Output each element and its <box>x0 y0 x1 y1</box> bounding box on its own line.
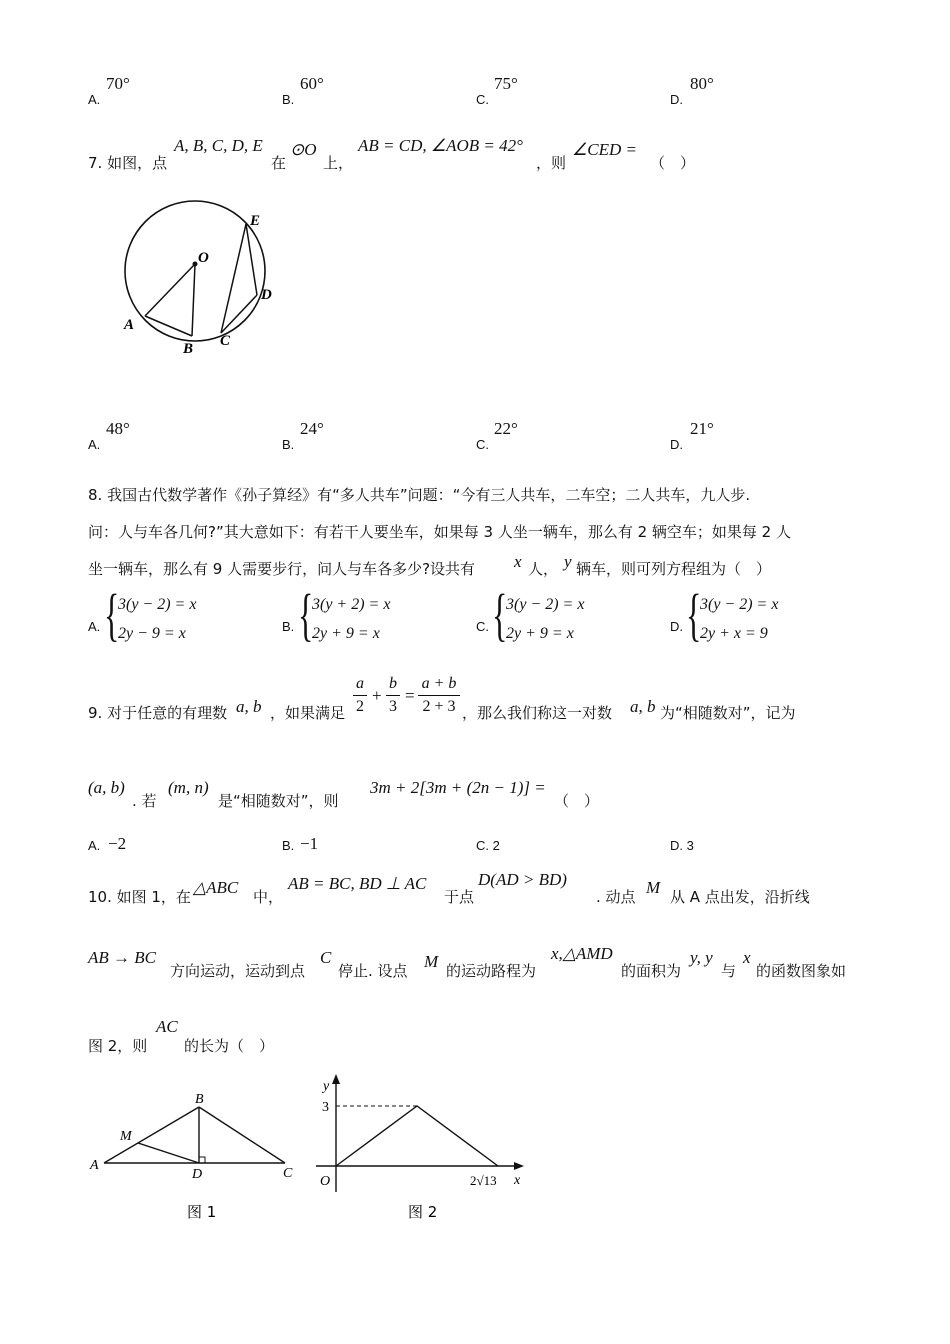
q10-l2b: 停止. 设点 <box>338 962 408 980</box>
segment-ab <box>104 1107 199 1163</box>
q9-mid-1: ，如果满足 <box>270 704 346 722</box>
q10-triangle: △ABC <box>193 878 239 897</box>
q7-on: 在 <box>271 154 287 172</box>
segment-cd <box>221 295 257 333</box>
q10-m: M <box>646 878 661 897</box>
q8-var-y: y <box>564 552 572 571</box>
q9-mid-3: 为“相随数对”，记为 <box>660 704 796 722</box>
q6-option-d-value: 80° <box>690 74 714 93</box>
q6-option-c-label: C. <box>476 92 489 107</box>
label-o: O <box>320 1174 331 1189</box>
q6-option-a-value: 70° <box>106 74 130 93</box>
figure-2-caption: 图 2 <box>408 1203 438 1221</box>
q8-c-eq1: 3(y − 2) = x <box>506 596 585 613</box>
q6-option-b-label: B. <box>282 92 295 107</box>
q8-b-eq2: 2y + 9 = x <box>312 625 380 642</box>
q10-figure-1 <box>86 1085 306 1225</box>
q8-d-eq1: 3(y − 2) = x <box>700 596 779 613</box>
y-axis-arrow <box>332 1074 340 1084</box>
q8-option-b-label: B. <box>282 619 295 634</box>
q9-expression: 3m + 2[3m + (2n − 1)] = <box>370 778 546 797</box>
brace: { <box>492 582 508 647</box>
q7-circle: ⊙O <box>290 140 317 159</box>
q8-option-a-system <box>104 582 244 650</box>
q10-l2e: 与 <box>721 962 737 980</box>
label-a: A <box>90 1158 99 1173</box>
numerator: a <box>356 675 364 692</box>
q10-l3a: 图 2，则 <box>88 1037 148 1055</box>
q9-mid-2: ，那么我们称这一对数 <box>462 704 613 722</box>
q10-yy: y, y <box>690 948 713 967</box>
x-axis-arrow <box>514 1162 524 1170</box>
q7-option-d-label: D. <box>670 437 683 452</box>
brace: { <box>298 582 314 647</box>
q9-prefix: 9. 对于任意的有理数 <box>88 704 228 722</box>
q7-ze: ，则 <box>536 154 567 172</box>
label-c: C <box>220 333 231 349</box>
q10-condition: AB = BC, BD ⊥ AC <box>288 874 427 893</box>
q8-option-a-label: A. <box>88 619 101 634</box>
q7-prefix: 7. 如图，点 <box>88 154 168 172</box>
q10-figure-2 <box>306 1070 536 1230</box>
segment-ec <box>221 224 246 333</box>
q8-a-eq2: 2y − 9 = x <box>118 625 186 642</box>
label-a: A <box>124 317 135 333</box>
brace: { <box>686 582 702 647</box>
q9-shi: 是“相随数对”，则 <box>218 792 339 810</box>
label-o: O <box>198 250 209 266</box>
q7-paren: （ ） <box>650 154 696 172</box>
q8-option-c-system <box>492 582 632 650</box>
q9-pair-ab: (a, b) <box>88 778 125 797</box>
q9-fraction-b-over-3 <box>386 675 400 716</box>
q7-option-b-value: 24° <box>300 419 324 438</box>
q10-l1d: . 动点 <box>596 888 636 906</box>
q8-line-3c: 辆车，则可列方程组为（ ） <box>576 560 772 578</box>
q7-option-d-value: 21° <box>690 419 714 438</box>
q7-condition: AB = CD, ∠AOB = 42° <box>358 136 523 155</box>
q8-a-eq1: 3(y − 2) = x <box>118 596 197 613</box>
q9-option-c: C. 2 <box>476 838 500 853</box>
q6-option-d-label: D. <box>670 92 683 107</box>
q7-option-a-value: 48° <box>106 419 130 438</box>
q9-ruo: . 若 <box>132 792 157 810</box>
right-angle-mark <box>199 1157 205 1163</box>
q8-option-c-label: C. <box>476 619 489 634</box>
brace: { <box>104 582 120 647</box>
q10-x: x <box>743 948 751 967</box>
q6-option-c-value: 75° <box>494 74 518 93</box>
label-d: D <box>192 1167 203 1182</box>
q6-option-b-value: 60° <box>300 74 324 93</box>
q10-l2a: 方向运动，运动到点 <box>170 962 306 980</box>
q10-point-d: D(AD > BD) <box>478 870 567 889</box>
segment-md <box>138 1143 199 1163</box>
q9-option-b-label: B. <box>282 838 295 853</box>
q8-option-b-system <box>298 582 438 650</box>
q8-line-3b: 人， <box>528 560 559 578</box>
q8-option-d-label: D. <box>670 619 683 634</box>
q8-line-1: 8. 我国古代数学著作《孙子算经》有“多人共车”问题：“今有三人共车，二车空；二人共车，九人步. <box>88 486 751 504</box>
label-e: E <box>250 213 261 229</box>
label-y-max: 3 <box>322 1100 329 1115</box>
q9-ab: a, b <box>236 697 262 716</box>
label-c: C <box>283 1166 293 1181</box>
q7-option-a-label: A. <box>88 437 101 452</box>
q10-c: C <box>320 948 332 967</box>
numerator: a + b <box>421 675 457 692</box>
q7-option-b-label: B. <box>282 437 295 452</box>
q6-option-a-label: A. <box>88 92 101 107</box>
area-function-graph <box>336 1106 498 1166</box>
q10-l1c: 于点 <box>444 888 475 906</box>
q9-ab-2: a, b <box>630 697 656 716</box>
q9-paren: （ ） <box>554 792 600 810</box>
segment-oa <box>145 264 195 316</box>
q9-equals: = <box>405 686 415 705</box>
q10-l1b: 中， <box>253 888 284 906</box>
q9-option-a-label: A. <box>88 838 101 853</box>
q7-option-c-value: 22° <box>494 419 518 438</box>
q10-l2d: 的面积为 <box>621 962 682 980</box>
figure-1-caption: 图 1 <box>187 1203 217 1221</box>
q9-plus: + <box>372 686 382 705</box>
q8-line-3a: 坐一辆车，那么有 9 人需要步行，问人与车各多少?设共有 <box>88 560 476 578</box>
q10-l3b: 的长为（ ） <box>184 1037 275 1055</box>
q9-option-b-value: −1 <box>300 834 319 853</box>
q9-pair-mn: (m, n) <box>168 778 209 797</box>
label-x: x <box>514 1173 521 1188</box>
label-b: B <box>195 1092 204 1107</box>
label-x-end: 2√13 <box>470 1173 497 1188</box>
q9-fraction-sum <box>418 675 460 716</box>
segment-ob <box>192 264 195 336</box>
q8-c-eq2: 2y + 9 = x <box>506 625 574 642</box>
q7-shang: 上， <box>323 154 354 172</box>
q8-d-eq2: 2y + x = 9 <box>700 625 768 642</box>
q7-circle-figure <box>110 195 290 365</box>
q9-option-a-value: −2 <box>108 834 127 853</box>
segment-bc <box>199 1107 285 1163</box>
q10-m-2: M <box>424 952 439 971</box>
q10-l2f: 的函数图象如 <box>756 962 847 980</box>
numerator: b <box>389 675 397 692</box>
q9-option-d: D. 3 <box>670 838 694 853</box>
label-m: M <box>120 1129 132 1144</box>
q10-l1e: 从 A 点出发，沿折线 <box>670 888 810 906</box>
q10-x-amd: x,△AMD <box>551 944 613 963</box>
denominator: 2 + 3 <box>422 698 456 715</box>
q7-points: A, B, C, D, E <box>174 136 263 155</box>
denominator: 3 <box>389 698 397 715</box>
q9-fraction-a-over-2 <box>353 675 367 716</box>
q8-var-x: x <box>514 552 522 571</box>
q8-line-2: 问：人与车各几何?”其大意如下：有若干人要坐车，如果每 3 人坐一辆车，那么有 2 辆空车；如果每 2 人 <box>88 523 791 541</box>
q10-l1a: 10. 如图 1，在 <box>88 888 191 906</box>
q7-option-c-label: C. <box>476 437 489 452</box>
q7-ask: ∠CED = <box>572 140 637 159</box>
label-y: y <box>323 1079 330 1094</box>
label-d: D <box>261 287 272 303</box>
q10-l2c: 的运动路程为 <box>446 962 537 980</box>
denominator: 2 <box>356 698 364 715</box>
label-b: B <box>183 341 194 357</box>
q10-ac: AC <box>156 1017 178 1036</box>
q10-path: AB → BC <box>88 948 156 967</box>
q8-b-eq1: 3(y + 2) = x <box>312 596 391 613</box>
q8-option-d-system <box>686 582 826 650</box>
